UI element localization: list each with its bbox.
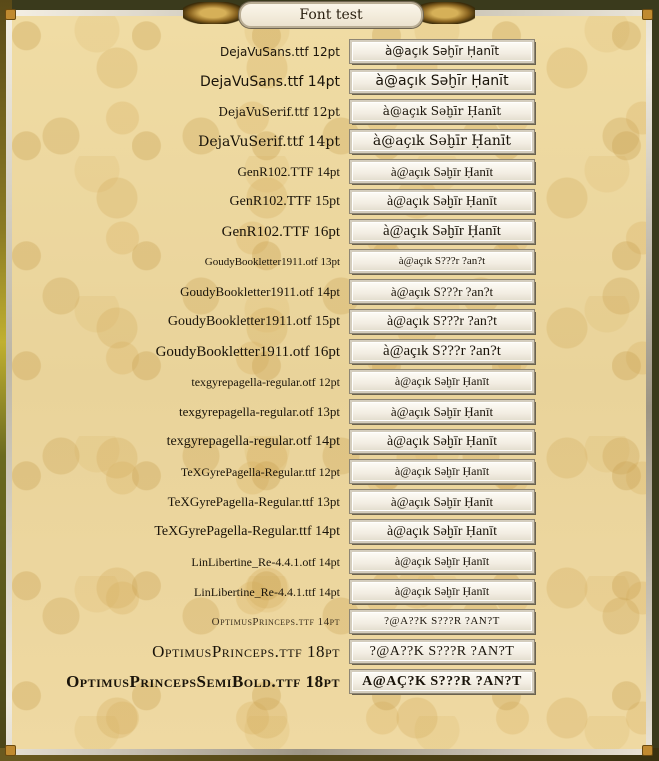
font-sample-button[interactable]: à@açık S???r ?an?t [350, 310, 534, 333]
font-row [12, 427, 658, 457]
font-row [12, 217, 658, 247]
window-title-plaque [183, 0, 475, 28]
font-sample-button[interactable]: à@açık Səḫīr Ḥanīt [350, 580, 534, 603]
font-row [12, 37, 658, 67]
font-row [12, 127, 658, 157]
font-row [12, 247, 658, 277]
font-sample-button[interactable]: A@AÇ?K S???R ?AN?T [350, 670, 534, 693]
font-label: GenR102.TTF 14pt [237, 164, 340, 179]
font-sample-button[interactable]: à@açık Səḫīr Ḥanīt [350, 220, 534, 243]
corner-ornament [642, 745, 653, 756]
font-row [12, 487, 658, 517]
font-label: OptimusPrinceps.ttf 18pt [152, 642, 340, 661]
font-label: TeXGyrePagella-Regular.ttf 12pt [180, 465, 340, 479]
font-label: GenR102.TTF 15pt [229, 194, 340, 209]
font-label: DejaVuSans.ttf 14pt [200, 74, 340, 90]
font-label: DejaVuSerif.ttf 12pt [218, 105, 340, 119]
font-test-dialog [6, 10, 652, 755]
font-sample-button[interactable]: à@açık Səḫīr Ḥanīt [350, 130, 534, 153]
font-sample-button[interactable]: à@açık S???r ?an?t [350, 280, 534, 303]
font-row [12, 97, 658, 127]
font-sample-button[interactable]: à@açık Səḫīr Ḥanīt [350, 190, 534, 213]
font-row [12, 607, 658, 637]
font-label: GoudyBookletter1911.otf 14pt [180, 284, 340, 299]
font-sample-button[interactable]: à@açık Səḫīr Ḥanīt [350, 490, 534, 513]
font-label: texgyrepagella-regular.otf 14pt [166, 434, 340, 449]
font-label: LinLibertine_Re-4.4.1.otf 14pt [191, 555, 340, 569]
font-row [12, 457, 658, 487]
font-label: GoudyBookletter1911.otf 16pt [155, 344, 340, 360]
font-row [12, 187, 658, 217]
corner-ornament [5, 745, 16, 756]
font-sample-button[interactable]: à@açık Səḫīr Ḥanīt [350, 520, 534, 543]
font-row [12, 517, 658, 547]
font-label: OptimusPrinceps.ttf 14pt [211, 616, 340, 628]
font-row [12, 307, 658, 337]
font-label: LinLibertine_Re-4.4.1.ttf 14pt [194, 585, 340, 599]
font-sample-button[interactable]: à@açık Səḫīr Ḥanīt [350, 400, 534, 423]
font-row [12, 157, 658, 187]
font-label: GoudyBookletter1911.otf 15pt [167, 314, 340, 329]
font-sample-button[interactable]: à@açık S???r ?an?t [350, 340, 534, 363]
font-sample-button[interactable]: à@açık Səḫīr Ḥanīt [350, 160, 534, 183]
title-ornament-icon [415, 2, 475, 24]
font-row [12, 67, 658, 97]
font-sample-button[interactable]: ?@A??K S???R ?AN?T [350, 640, 534, 663]
font-row [12, 547, 658, 577]
corner-ornament [642, 9, 653, 20]
font-label: texgyrepagella-regular.otf 12pt [191, 375, 340, 389]
title-ornament-icon [183, 2, 243, 24]
font-sample-button[interactable]: à@açık Səḫīr Ḥanīt [350, 430, 534, 453]
font-sample-button[interactable]: ?@A??K S???R ?AN?T [350, 610, 534, 633]
font-row [12, 397, 658, 427]
font-row [12, 367, 658, 397]
font-sample-button[interactable]: à@açık Səḫīr Ḥanīt [350, 460, 534, 483]
font-label: GenR102.TTF 16pt [221, 224, 340, 240]
font-sample-button[interactable]: à@açık S???r ?an?t [350, 250, 534, 273]
font-row [12, 667, 658, 697]
font-label: DejaVuSans.ttf 12pt [220, 45, 340, 59]
font-label: TeXGyrePagella-Regular.ttf 14pt [154, 524, 340, 539]
window-title: Font test [239, 2, 423, 28]
font-row [12, 577, 658, 607]
font-sample-button[interactable]: à@açık Səḫīr Ḥanīt [350, 40, 534, 63]
font-label: GoudyBookletter1911.otf 13pt [204, 256, 340, 268]
font-row [12, 337, 658, 367]
corner-ornament [5, 9, 16, 20]
font-sample-button[interactable]: à@açık Səḫīr Ḥanīt [350, 550, 534, 573]
font-sample-button[interactable]: à@açık Səḫīr Ḥanīt [350, 70, 534, 93]
font-sample-button[interactable]: à@açık Səḫīr Ḥanīt [350, 100, 534, 123]
font-label: DejaVuSerif.ttf 14pt [198, 134, 340, 150]
font-label: texgyrepagella-regular.otf 13pt [179, 404, 340, 419]
font-label: OptimusPrincepsSemiBold.ttf 18pt [66, 672, 340, 691]
font-row [12, 637, 658, 667]
font-sample-button[interactable]: à@açık Səḫīr Ḥanīt [350, 370, 534, 393]
font-label: TeXGyrePagella-Regular.ttf 13pt [167, 494, 340, 509]
font-row [12, 277, 658, 307]
